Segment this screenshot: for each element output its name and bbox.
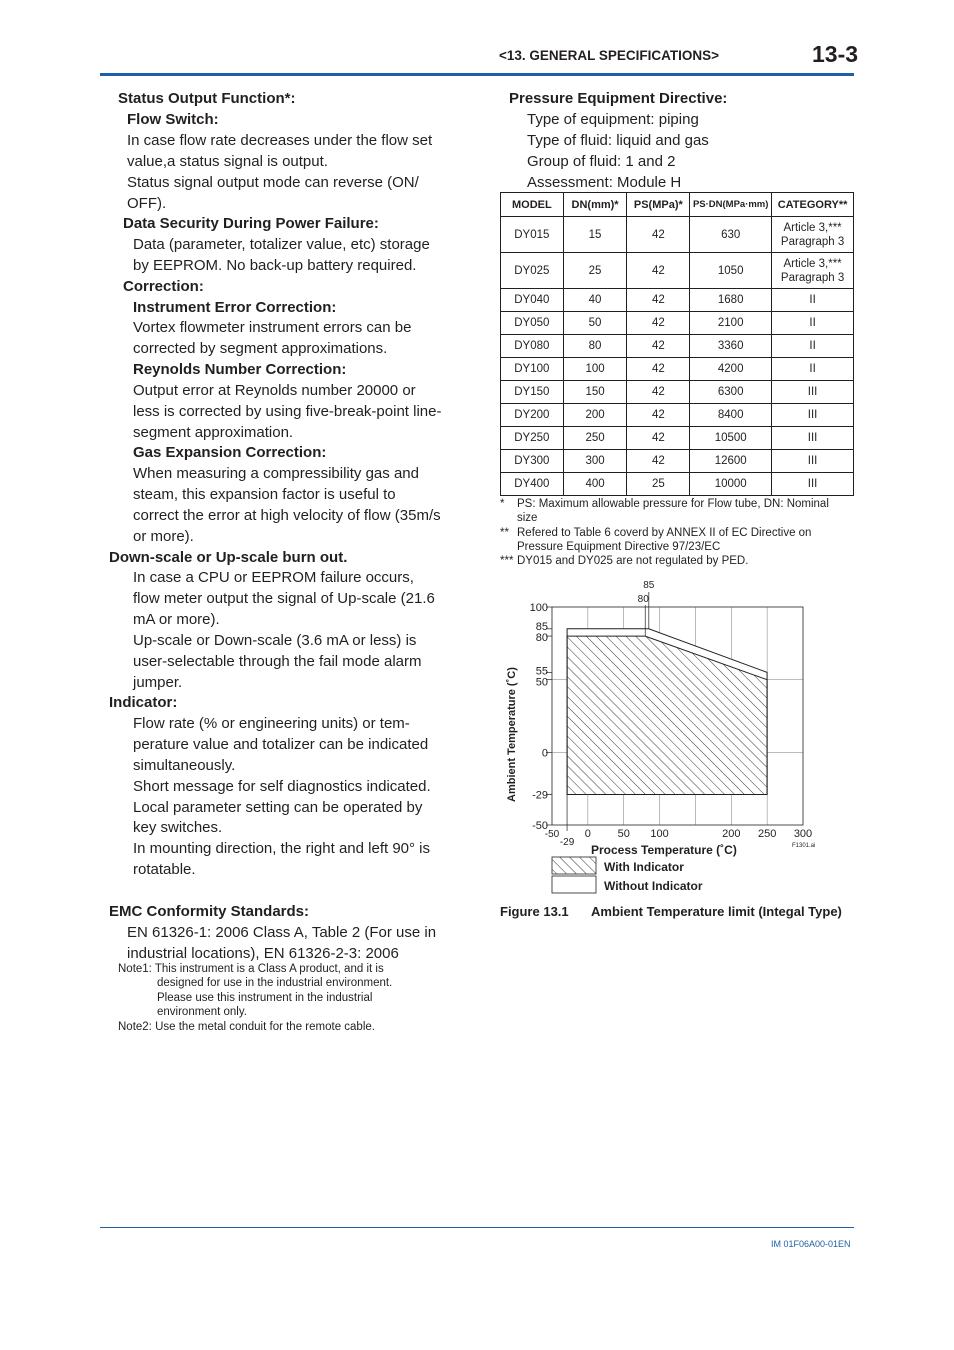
- table-row: [501, 427, 854, 450]
- table-cell: 42: [627, 217, 690, 253]
- text-line: flow meter output the signal of Up-scale (21.6: [133, 590, 435, 607]
- tick-label: 80: [535, 632, 548, 645]
- text-line: or more).: [133, 528, 194, 545]
- chart-areas: [567, 629, 767, 795]
- category-cell: III: [772, 473, 854, 496]
- tick-label: 85: [535, 620, 548, 633]
- text-line: rotatable.: [133, 861, 196, 878]
- category-cell: II: [772, 358, 854, 381]
- category-cell: II: [772, 312, 854, 335]
- table-cell: DY050: [501, 312, 564, 335]
- table-cell: 8400: [690, 404, 772, 427]
- table-cell: 42: [627, 253, 690, 289]
- text-line: When measuring a compressibility gas and: [133, 465, 419, 482]
- instrument-correction-title: Instrument Error Correction:: [133, 299, 337, 316]
- tick-label: 50: [617, 828, 630, 840]
- with-indicator-area: [567, 636, 767, 794]
- text-line: mA or more).: [133, 611, 220, 628]
- table-cell: 1050: [690, 253, 772, 289]
- text-line: perature value and totalizer can be indicated: [133, 736, 429, 753]
- table-cell: DY100: [501, 358, 564, 381]
- ped-table: [500, 192, 854, 496]
- note-line: Note2: Use the metal conduit for the remote cable.: [118, 1021, 375, 1033]
- table-cell: 100: [563, 358, 627, 381]
- table-cell: DY400: [501, 473, 564, 496]
- table-cell: 10000: [690, 473, 772, 496]
- text-line: simultaneously.: [133, 757, 236, 774]
- text-line: Type of fluid: liquid and gas: [527, 132, 709, 149]
- category-cell: III: [772, 404, 854, 427]
- reynolds-title: Reynolds Number Correction:: [133, 361, 347, 378]
- tick-label: -50: [532, 820, 548, 832]
- table-row: [501, 335, 854, 358]
- table-cell: 2100: [690, 312, 772, 335]
- figure-file-id: F1301.ai: [792, 843, 816, 849]
- note-line: Note1: This instrument is a Class A product, and it is: [118, 963, 384, 975]
- category-cell: [772, 253, 854, 289]
- table-cell: 1680: [690, 289, 772, 312]
- tick-label: 200: [722, 828, 741, 840]
- table-cell: 630: [690, 217, 772, 253]
- text-line: key switches.: [133, 819, 223, 836]
- table-cell: DY250: [501, 427, 564, 450]
- tick-label: 80: [637, 594, 649, 605]
- text-line: value,a status signal is output.: [127, 153, 328, 170]
- table-cell: DY300: [501, 450, 564, 473]
- footnote-line: size: [517, 512, 538, 524]
- tick-label: 0: [584, 828, 591, 840]
- table-cell: DY200: [501, 404, 564, 427]
- footnote-mark: **: [500, 527, 509, 539]
- table-cell: 42: [627, 335, 690, 358]
- text-line: Flow rate (% or engineering units) or tem-: [133, 715, 410, 732]
- category-cell: II: [772, 289, 854, 312]
- column-header: PS·DN(MPa·mm): [690, 193, 772, 217]
- category-cell: [772, 217, 854, 253]
- table-cell: 42: [627, 450, 690, 473]
- text-line: user-selectable through the fail mode alarm: [133, 653, 422, 670]
- page-number: 13-3: [812, 41, 859, 67]
- table-cell: DY025: [501, 253, 564, 289]
- table-cell: 42: [627, 312, 690, 335]
- gas-expansion-title: Gas Expansion Correction:: [133, 444, 327, 461]
- text-line: In mounting direction, the right and left 90° is: [133, 840, 431, 857]
- section-title: <13. GENERAL SPECIFICATIONS>: [499, 48, 720, 63]
- text-line: Data (parameter, totalizer value, etc) storage: [133, 236, 430, 253]
- text-line: Up-scale or Down-scale (3.6 mA or less) is: [133, 632, 417, 649]
- table-cell: 40: [563, 289, 627, 312]
- text-line: industrial locations), EN 61326-2-3: 2006: [127, 945, 399, 962]
- ambient-temperature-chart: [490, 570, 854, 900]
- text-line: Output error at Reynolds number 20000 or: [133, 382, 416, 399]
- column-header: MODEL: [501, 193, 564, 217]
- text-line: less is corrected by using five-break-point line-: [133, 403, 442, 420]
- category-cell: III: [772, 427, 854, 450]
- category-line: Article 3,***: [783, 221, 842, 234]
- text-line: correct the error at high velocity of flow (35m/s: [133, 507, 441, 524]
- table-header-row: [501, 193, 854, 217]
- category-cell: III: [772, 450, 854, 473]
- legend-label: Without Indicator: [604, 879, 703, 893]
- table-cell: 200: [563, 404, 627, 427]
- tick-label: -29: [532, 789, 548, 802]
- emc-title: EMC Conformity Standards:: [109, 903, 310, 920]
- column-header: DN(mm)*: [563, 193, 627, 217]
- tick-label: -50: [544, 829, 560, 840]
- text-line: Group of fluid: 1 and 2: [527, 153, 676, 170]
- legend-swatch-without-indicator: [552, 876, 596, 893]
- category-line: Paragraph 3: [780, 235, 845, 248]
- table-row: [501, 217, 854, 253]
- category-line: Article 3,***: [783, 257, 842, 270]
- text-line: Local parameter setting can be operated by: [133, 799, 423, 816]
- table-row: [501, 404, 854, 427]
- tick-label: 50: [535, 676, 548, 689]
- text-line: by EEPROM. No back-up battery required.: [133, 257, 417, 274]
- footnote-line: Refered to Table 6 coverd by ANNEX II of EC Directive on: [517, 527, 812, 539]
- table-row: [501, 473, 854, 496]
- table-cell: 80: [563, 335, 627, 358]
- tick-label: -29: [559, 837, 575, 848]
- text-line: EN 61326-1: 2006 Class A, Table 2 (For use in: [127, 924, 437, 941]
- header-rule: [100, 73, 854, 76]
- footnote-line: Pressure Equipment Directive 97/23/EC: [517, 541, 721, 553]
- table-cell: 42: [627, 358, 690, 381]
- table-cell: 15: [563, 217, 627, 253]
- table-cell: 42: [627, 404, 690, 427]
- burnout-title: Down-scale or Up-scale burn out.: [109, 549, 348, 566]
- y-axis-label: Ambient Temperature (˚C): [506, 667, 518, 802]
- text-line: OFF).: [127, 195, 167, 212]
- tick-label: 0: [541, 747, 548, 760]
- category-line: Paragraph 3: [780, 271, 845, 284]
- footnote-mark: ***: [500, 555, 514, 567]
- tick-label: 55: [535, 665, 548, 678]
- tick-label: 85: [643, 580, 655, 591]
- text-line: steam, this expansion factor is useful to: [133, 486, 396, 503]
- footnote-line: PS: Maximum allowable pressure for Flow tube, DN: Nominal: [517, 498, 829, 510]
- indicator-title: Indicator:: [109, 694, 178, 711]
- document-id: IM 01F06A00-01EN: [771, 1239, 851, 1249]
- status-output-title: Status Output Function*:: [118, 90, 296, 107]
- text-line: segment approximation.: [133, 424, 294, 441]
- text-line: Status signal output mode can reverse (ON/: [127, 174, 419, 191]
- text-line: corrected by segment approximations.: [133, 340, 388, 357]
- table-cell: 12600: [690, 450, 772, 473]
- column-header: PS(MPa)*: [627, 193, 690, 217]
- data-security-title: Data Security During Power Failure:: [123, 215, 379, 232]
- table-cell: 25: [563, 253, 627, 289]
- figure-caption-number: Figure 13.1: [500, 904, 569, 919]
- table-cell: 300: [563, 450, 627, 473]
- footer-rule: [100, 1227, 854, 1228]
- table-row: [501, 253, 854, 289]
- table-row: [501, 381, 854, 404]
- table-cell: 25: [627, 473, 690, 496]
- ped-title: Pressure Equipment Directive:: [509, 90, 728, 107]
- text-line: Short message for self diagnostics indicated.: [133, 778, 431, 795]
- x-axis-label: Process Temperature (˚C): [591, 843, 737, 857]
- text-line: Type of equipment: piping: [527, 111, 699, 128]
- table-cell: 400: [563, 473, 627, 496]
- table-cell: 250: [563, 427, 627, 450]
- table-cell: DY080: [501, 335, 564, 358]
- table-cell: 10500: [690, 427, 772, 450]
- table-cell: DY150: [501, 381, 564, 404]
- table-row: [501, 289, 854, 312]
- legend-label: With Indicator: [604, 860, 684, 874]
- legend-swatch-with-indicator: [552, 857, 596, 874]
- table-cell: DY015: [501, 217, 564, 253]
- table-row: [501, 450, 854, 473]
- footnote-mark: *: [500, 498, 505, 510]
- table-cell: 3360: [690, 335, 772, 358]
- tick-label: 100: [529, 602, 548, 614]
- table-cell: 42: [627, 427, 690, 450]
- table-cell: 4200: [690, 358, 772, 381]
- text-line: In case flow rate decreases under the flow set: [127, 132, 433, 149]
- note-line: Please use this instrument in the industrial: [157, 992, 373, 1004]
- tick-label: 100: [650, 828, 669, 840]
- table-cell: 42: [627, 381, 690, 404]
- flow-switch-title: Flow Switch:: [127, 111, 219, 128]
- table-cell: 150: [563, 381, 627, 404]
- text-line: In case a CPU or EEPROM failure occurs,: [133, 569, 414, 586]
- category-cell: II: [772, 335, 854, 358]
- table-cell: 42: [627, 289, 690, 312]
- table-row: [501, 312, 854, 335]
- figure-caption: Ambient Temperature limit (Integal Type): [591, 904, 842, 919]
- category-cell: III: [772, 381, 854, 404]
- table-cell: 50: [563, 312, 627, 335]
- table-cell: 6300: [690, 381, 772, 404]
- text-line: jumper.: [133, 674, 183, 691]
- correction-title: Correction:: [123, 278, 204, 295]
- text-line: Assessment: Module H: [527, 174, 682, 191]
- table-row: [501, 358, 854, 381]
- table-cell: DY040: [501, 289, 564, 312]
- text-line: Vortex flowmeter instrument errors can be: [133, 319, 412, 336]
- note-line: environment only.: [157, 1006, 247, 1018]
- footnote-line: DY015 and DY025 are not regulated by PED.: [517, 555, 749, 567]
- tick-label: 250: [757, 828, 777, 840]
- column-header: CATEGORY**: [772, 193, 854, 217]
- tick-label: 300: [793, 828, 813, 840]
- note-line: designed for use in the industrial environment.: [157, 977, 393, 989]
